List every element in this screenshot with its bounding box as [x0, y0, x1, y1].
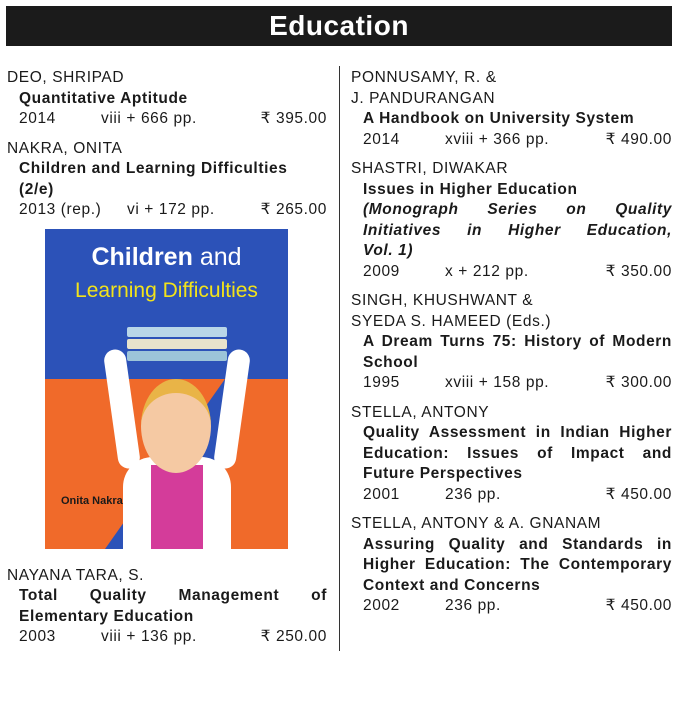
- book-title: Issues in Higher Education: [363, 180, 578, 198]
- book-price: ₹ 395.00: [260, 110, 327, 127]
- cover-child-shirt: [151, 465, 203, 549]
- book-year: 2014: [363, 130, 400, 148]
- column-divider: [339, 66, 340, 651]
- book-series-line: Initiatives in Higher Education,: [363, 221, 672, 239]
- book-meta: [351, 485, 672, 506]
- book-title-line: Children and Learning Difficulties: [19, 160, 288, 177]
- book-price: ₹ 490.00: [605, 130, 672, 148]
- book-series: [351, 200, 672, 262]
- book-title: [351, 423, 672, 485]
- book-year: 2013 (rep.): [19, 201, 102, 218]
- book-title: Quantitative Aptitude: [19, 89, 188, 107]
- book-author-line: STELLA, ANTONY: [351, 403, 490, 421]
- book-author: NAYANA TARA, S.: [7, 566, 145, 584]
- book-title-line: Context and Concerns: [363, 576, 541, 594]
- book-title-line: Total Quality Management of: [19, 587, 327, 604]
- book-meta: [7, 200, 327, 221]
- book-pages: xviii + 366 pp.: [445, 130, 550, 148]
- book-pages: viii + 136 pp.: [101, 628, 197, 645]
- book-title-line: Future Perspectives: [363, 465, 523, 482]
- cover-author: Onita Nakra: [61, 494, 123, 507]
- book-entry: [351, 159, 672, 282]
- book-year: 2009: [363, 262, 400, 280]
- cover-title-bold: Children: [91, 242, 193, 271]
- book-year: 1995: [363, 374, 400, 391]
- book-author-line: J. PANDURANGAN: [351, 89, 496, 107]
- cover-book-stack: [127, 327, 227, 363]
- cover-title-rest: and: [199, 242, 242, 271]
- book-author-line: SHASTRI, DIWAKAR: [351, 160, 509, 177]
- book-price: ₹ 300.00: [605, 374, 672, 391]
- book-title-line: Quality Assessment in Indian Higher: [363, 424, 672, 441]
- book-cover-image: [45, 229, 288, 549]
- book-pages: viii + 666 pp.: [101, 110, 197, 127]
- book-pages: 236 pp.: [445, 485, 501, 503]
- book-pages: 236 pp.: [445, 597, 501, 614]
- book-price: ₹ 350.00: [605, 262, 672, 280]
- cover-subtitle: Learning Difficulties: [75, 278, 258, 302]
- book-title-line: Education: Issues of Impact and: [363, 444, 672, 462]
- book-entry: [7, 566, 327, 648]
- book-series-line: Vol. 1): [363, 242, 414, 259]
- book-author: DEO, SHRIPAD: [7, 69, 125, 86]
- book-author-line: PONNUSAMY, R. &: [351, 69, 497, 86]
- book-entry: [351, 68, 672, 150]
- book-pages: x + 212 pp.: [445, 262, 529, 280]
- book-series-line: (Monograph Series on Quality: [363, 201, 672, 218]
- cover-book: [127, 339, 227, 349]
- book-title-line: (2/e): [19, 180, 54, 198]
- book-meta: [7, 109, 327, 130]
- book-title: [7, 586, 327, 627]
- cover-book: [127, 351, 227, 361]
- book-title-line: A Dream Turns 75: History of Modern: [363, 333, 672, 350]
- cover-child-head: [141, 379, 211, 473]
- book-meta: [7, 627, 327, 648]
- book-year: 2001: [363, 485, 400, 503]
- book-author: NAKRA, ONITA: [7, 139, 123, 157]
- cover-title: [45, 242, 288, 271]
- book-entry: [351, 291, 672, 394]
- book-meta: [351, 262, 672, 283]
- left-column: [7, 68, 327, 657]
- right-column: [351, 68, 672, 626]
- book-entry: [7, 68, 327, 130]
- book-author-line: SYEDA S. HAMEED (Eds.): [351, 312, 552, 330]
- book-title-line: Elementary Education: [19, 607, 194, 625]
- book-author-line: SINGH, KHUSHWANT &: [351, 292, 534, 309]
- book-title-line: Higher Education: The Contemporary: [363, 556, 672, 573]
- book-entry: [351, 514, 672, 617]
- book-year: 2014: [19, 110, 56, 127]
- book-meta: [351, 373, 672, 394]
- book-pages: xviii + 158 pp.: [445, 374, 550, 391]
- book-year: 2003: [19, 628, 56, 645]
- book-entry: [351, 403, 672, 506]
- book-price: ₹ 250.00: [260, 628, 327, 645]
- book-title: [7, 159, 327, 200]
- book-title-line: School: [363, 353, 419, 371]
- book-author-line: STELLA, ANTONY & A. GNANAM: [351, 515, 602, 532]
- book-meta: [351, 130, 672, 151]
- book-year: 2002: [363, 597, 400, 614]
- book-price: ₹ 450.00: [605, 485, 672, 503]
- book-meta: [351, 596, 672, 617]
- book-price: ₹ 450.00: [605, 597, 672, 614]
- cover-book: [127, 327, 227, 337]
- book-price: ₹ 265.00: [260, 201, 327, 218]
- section-header: Education: [6, 6, 672, 46]
- book-title: [351, 535, 672, 597]
- book-title: [351, 332, 672, 373]
- book-title: A Handbook on University System: [363, 110, 635, 127]
- book-entry: [7, 139, 327, 221]
- book-pages: vi + 172 pp.: [127, 201, 215, 218]
- book-title-line: Assuring Quality and Standards in: [363, 535, 672, 553]
